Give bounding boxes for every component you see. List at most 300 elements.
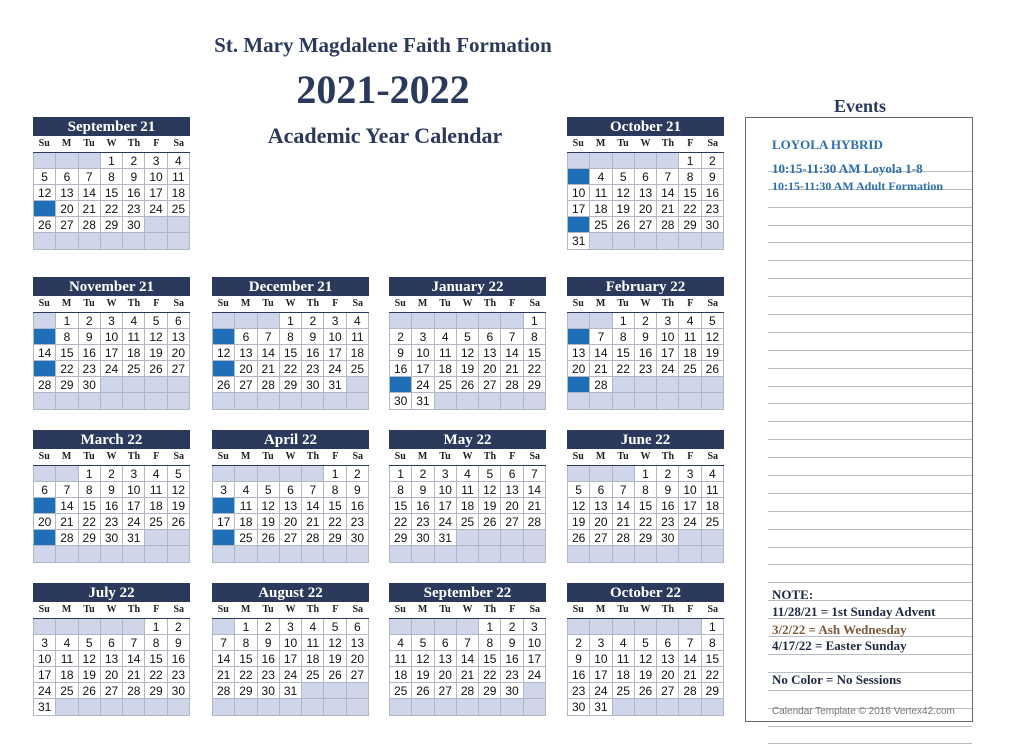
weekday-label: W xyxy=(106,604,117,615)
empty-cell xyxy=(258,313,280,329)
empty-cell xyxy=(347,393,369,409)
day-cell: 5 xyxy=(702,313,724,329)
empty-cell xyxy=(56,466,78,482)
day-cell: 26 xyxy=(702,361,724,377)
day-cell: 10 xyxy=(679,482,701,498)
day-cell: 15 xyxy=(479,651,501,667)
weekday-label: W xyxy=(285,451,296,462)
day-cell: 18 xyxy=(590,201,612,217)
day-cell: 26 xyxy=(79,683,101,699)
weekday-label: F xyxy=(332,604,339,615)
empty-cell xyxy=(457,313,479,329)
empty-cell xyxy=(657,546,679,562)
day-cell: 30 xyxy=(657,530,679,546)
day-cell: 13 xyxy=(479,345,501,361)
weekday-label: Th xyxy=(127,604,141,615)
month-calendar xyxy=(33,583,190,716)
day-cell: 15 xyxy=(145,651,167,667)
day-cell: 10 xyxy=(412,345,434,361)
day-cell: 13 xyxy=(168,329,190,345)
empty-cell xyxy=(213,546,235,562)
weekday-label: Th xyxy=(127,451,141,462)
day-cell: 11 xyxy=(390,651,412,667)
day-cell: 28 xyxy=(258,377,280,393)
empty-cell xyxy=(590,153,612,169)
empty-cell xyxy=(235,699,257,715)
day-grid xyxy=(567,153,724,250)
day-cell: 3 xyxy=(34,635,56,651)
weekday-label: Tu xyxy=(262,451,274,462)
day-cell: 18 xyxy=(302,651,324,667)
day-cell: 31 xyxy=(123,530,145,546)
day-cell: 30 xyxy=(390,393,412,409)
month-title: October 22 xyxy=(567,583,724,602)
empty-cell xyxy=(213,393,235,409)
weekday-label: M xyxy=(595,138,606,149)
empty-cell xyxy=(524,699,546,715)
day-cell: 30 xyxy=(168,683,190,699)
weekday-label: Sa xyxy=(173,298,185,309)
day-cell: 10 xyxy=(280,635,302,651)
day-cell: 14 xyxy=(457,651,479,667)
day-cell: 24 xyxy=(657,361,679,377)
day-cell: 21 xyxy=(457,667,479,683)
day-cell: 30 xyxy=(501,683,523,699)
day-cell: 26 xyxy=(568,530,590,546)
day-cell: 4 xyxy=(123,313,145,329)
day-cell: 6 xyxy=(657,635,679,651)
day-grid xyxy=(389,313,546,410)
empty-cell xyxy=(145,546,167,562)
weekday-label: W xyxy=(106,138,117,149)
empty-cell xyxy=(213,466,235,482)
day-cell: 21 xyxy=(657,201,679,217)
event-rule xyxy=(768,422,972,440)
day-cell: 10 xyxy=(34,651,56,667)
day-cell: 5 xyxy=(412,635,434,651)
weekday-label: W xyxy=(106,451,117,462)
empty-cell xyxy=(501,699,523,715)
day-cell: 18 xyxy=(145,498,167,514)
day-cell: 18 xyxy=(123,345,145,361)
empty-cell xyxy=(390,546,412,562)
day-cell: 12 xyxy=(145,329,167,345)
day-cell: 19 xyxy=(145,345,167,361)
weekday-label: Sa xyxy=(529,298,541,309)
day-cell: 13 xyxy=(590,498,612,514)
day-cell: 5 xyxy=(635,635,657,651)
empty-cell xyxy=(702,699,724,715)
day-cell: 28 xyxy=(56,530,78,546)
day-grid xyxy=(33,153,190,250)
day-cell: 9 xyxy=(168,635,190,651)
day-cell: 27 xyxy=(501,514,523,530)
weekday-label: Sa xyxy=(352,451,364,462)
day-cell: 22 xyxy=(101,201,123,217)
month-title: September 21 xyxy=(33,117,190,136)
day-cell: 9 xyxy=(123,169,145,185)
day-cell: 20 xyxy=(56,201,78,217)
empty-cell xyxy=(435,313,457,329)
day-cell: 25 xyxy=(168,201,190,217)
day-cell: 7 xyxy=(457,635,479,651)
empty-cell xyxy=(435,393,457,409)
day-cell: 2 xyxy=(347,466,369,482)
event-rule xyxy=(768,512,972,530)
day-cell: 22 xyxy=(145,667,167,683)
month-title: October 21 xyxy=(567,117,724,136)
day-cell: 25 xyxy=(145,514,167,530)
day-cell: 30 xyxy=(702,217,724,233)
day-cell: 10 xyxy=(101,329,123,345)
day-cell: 27 xyxy=(235,377,257,393)
day-cell: 2 xyxy=(412,466,434,482)
weekday-label: Th xyxy=(127,138,141,149)
day-cell: 21 xyxy=(56,514,78,530)
day-cell: 15 xyxy=(79,498,101,514)
day-cell: 4 xyxy=(702,466,724,482)
day-cell: 1 xyxy=(524,313,546,329)
weekday-label: Sa xyxy=(529,604,541,615)
day-cell: 24 xyxy=(679,514,701,530)
day-cell: 1 xyxy=(679,153,701,169)
day-cell: 1 xyxy=(324,466,346,482)
empty-cell xyxy=(258,546,280,562)
weekday-label: Th xyxy=(306,451,320,462)
event-rule xyxy=(768,530,972,548)
month-title: December 21 xyxy=(212,277,369,296)
empty-cell xyxy=(145,699,167,715)
empty-cell xyxy=(56,619,78,635)
event-rule xyxy=(768,655,972,673)
day-cell: 12 xyxy=(479,482,501,498)
day-cell: 29 xyxy=(479,683,501,699)
note-label: NOTE: xyxy=(772,587,814,602)
empty-cell xyxy=(657,699,679,715)
empty-cell xyxy=(568,393,590,409)
event-rule xyxy=(768,494,972,512)
empty-cell xyxy=(412,619,434,635)
empty-cell xyxy=(34,466,56,482)
event-rule xyxy=(768,458,972,476)
event-heading: LOYOLA HYBRID xyxy=(772,137,883,152)
weekday-label: F xyxy=(687,604,694,615)
weekday-label: F xyxy=(509,451,516,462)
note-item: 4/17/22 = Easter Sunday xyxy=(772,638,907,653)
empty-cell xyxy=(168,699,190,715)
empty-cell xyxy=(280,466,302,482)
weekday-label: Tu xyxy=(83,298,95,309)
empty-cell xyxy=(568,153,590,169)
day-cell: 23 xyxy=(168,667,190,683)
empty-cell xyxy=(34,313,56,329)
day-cell: 12 xyxy=(79,651,101,667)
weekday-label: W xyxy=(106,298,117,309)
day-cell: 20 xyxy=(235,361,257,377)
day-cell: 11 xyxy=(123,329,145,345)
session-day: 5 xyxy=(213,329,235,345)
empty-cell xyxy=(501,546,523,562)
day-cell: 23 xyxy=(501,667,523,683)
day-cell: 22 xyxy=(702,667,724,683)
day-cell: 19 xyxy=(568,514,590,530)
empty-cell xyxy=(613,466,635,482)
day-cell: 1 xyxy=(390,466,412,482)
day-cell: 22 xyxy=(79,514,101,530)
day-cell: 3 xyxy=(145,153,167,169)
weekday-label: F xyxy=(153,138,160,149)
day-cell: 6 xyxy=(479,329,501,345)
weekday-label: Th xyxy=(661,604,675,615)
day-cell: 12 xyxy=(213,345,235,361)
day-cell: 2 xyxy=(702,153,724,169)
copyright-text: Calendar Template © 2016 Vertex42.com xyxy=(772,706,955,717)
weekday-label: M xyxy=(595,451,606,462)
day-cell: 26 xyxy=(412,683,434,699)
day-cell: 17 xyxy=(145,185,167,201)
day-cell: 20 xyxy=(479,361,501,377)
session-day: 19 xyxy=(34,201,56,217)
session-day: 19 xyxy=(213,361,235,377)
empty-cell xyxy=(258,699,280,715)
weekday-label: Sa xyxy=(352,298,364,309)
empty-cell xyxy=(702,393,724,409)
day-cell: 19 xyxy=(635,667,657,683)
day-cell: 23 xyxy=(702,201,724,217)
day-cell: 17 xyxy=(412,361,434,377)
day-cell: 16 xyxy=(302,345,324,361)
empty-cell xyxy=(56,393,78,409)
day-cell: 27 xyxy=(657,683,679,699)
day-cell: 9 xyxy=(79,329,101,345)
day-cell: 22 xyxy=(235,667,257,683)
weekday-label: F xyxy=(509,298,516,309)
day-cell: 22 xyxy=(613,361,635,377)
event-rule xyxy=(768,351,972,369)
empty-cell xyxy=(435,699,457,715)
weekday-label: Sa xyxy=(707,604,719,615)
empty-cell xyxy=(79,393,101,409)
day-cell: 13 xyxy=(235,345,257,361)
day-cell: 28 xyxy=(457,683,479,699)
day-cell: 5 xyxy=(258,482,280,498)
weekday-label: F xyxy=(332,298,339,309)
note-item: No Color = No Sessions xyxy=(772,672,902,687)
weekday-header xyxy=(212,449,369,466)
day-grid xyxy=(389,619,546,716)
day-cell: 1 xyxy=(479,619,501,635)
session-day: 23 xyxy=(390,377,412,393)
day-cell: 24 xyxy=(280,667,302,683)
weekday-label: Th xyxy=(483,604,497,615)
day-cell: 11 xyxy=(145,482,167,498)
day-cell: 5 xyxy=(34,169,56,185)
day-cell: 14 xyxy=(123,651,145,667)
day-cell: 19 xyxy=(168,498,190,514)
day-cell: 3 xyxy=(123,466,145,482)
day-cell: 8 xyxy=(613,329,635,345)
day-cell: 25 xyxy=(56,683,78,699)
event-rule xyxy=(768,226,972,244)
day-cell: 12 xyxy=(635,651,657,667)
day-cell: 17 xyxy=(213,514,235,530)
day-cell: 17 xyxy=(34,667,56,683)
day-cell: 22 xyxy=(479,667,501,683)
weekday-header xyxy=(389,449,546,466)
day-cell: 14 xyxy=(56,498,78,514)
weekday-label: Su xyxy=(572,604,584,615)
day-cell: 15 xyxy=(56,345,78,361)
empty-cell xyxy=(657,393,679,409)
day-cell: 28 xyxy=(590,377,612,393)
month-calendar xyxy=(389,430,546,563)
day-cell: 9 xyxy=(501,635,523,651)
day-cell: 29 xyxy=(702,683,724,699)
empty-cell xyxy=(235,466,257,482)
day-cell: 26 xyxy=(258,530,280,546)
day-cell: 18 xyxy=(613,667,635,683)
day-cell: 7 xyxy=(213,635,235,651)
day-cell: 7 xyxy=(302,482,324,498)
day-cell: 23 xyxy=(123,201,145,217)
weekday-label: Su xyxy=(394,604,406,615)
day-cell: 23 xyxy=(347,514,369,530)
empty-cell xyxy=(568,313,590,329)
day-grid xyxy=(567,313,724,410)
day-cell: 21 xyxy=(213,667,235,683)
empty-cell xyxy=(302,466,324,482)
event-rule xyxy=(768,333,972,351)
day-cell: 15 xyxy=(524,345,546,361)
day-cell: 24 xyxy=(435,514,457,530)
day-cell: 31 xyxy=(435,530,457,546)
day-cell: 15 xyxy=(390,498,412,514)
weekday-header xyxy=(567,602,724,619)
day-cell: 17 xyxy=(568,201,590,217)
day-cell: 27 xyxy=(635,217,657,233)
day-cell: 9 xyxy=(568,651,590,667)
day-cell: 21 xyxy=(679,667,701,683)
day-cell: 25 xyxy=(702,514,724,530)
weekday-label: W xyxy=(640,604,651,615)
empty-cell xyxy=(168,217,190,233)
day-cell: 20 xyxy=(168,345,190,361)
weekday-header xyxy=(212,602,369,619)
day-cell: 17 xyxy=(280,651,302,667)
day-cell: 12 xyxy=(168,482,190,498)
empty-cell xyxy=(635,377,657,393)
weekday-label: W xyxy=(462,604,473,615)
empty-cell xyxy=(101,377,123,393)
empty-cell xyxy=(702,530,724,546)
day-cell: 29 xyxy=(79,530,101,546)
day-cell: 31 xyxy=(412,393,434,409)
empty-cell xyxy=(590,546,612,562)
weekday-label: Tu xyxy=(83,138,95,149)
empty-cell xyxy=(56,153,78,169)
event-rule xyxy=(768,315,972,333)
weekday-label: W xyxy=(640,298,651,309)
empty-cell xyxy=(302,683,324,699)
day-cell: 11 xyxy=(168,169,190,185)
day-cell: 17 xyxy=(590,667,612,683)
events-title: Events xyxy=(833,96,886,116)
weekday-label: Su xyxy=(38,604,50,615)
day-cell: 3 xyxy=(324,313,346,329)
day-cell: 12 xyxy=(324,635,346,651)
day-cell: 13 xyxy=(56,185,78,201)
day-cell: 18 xyxy=(347,345,369,361)
day-cell: 3 xyxy=(280,619,302,635)
weekday-header xyxy=(33,296,190,313)
weekday-label: Su xyxy=(572,138,584,149)
weekday-label: Sa xyxy=(529,451,541,462)
empty-cell xyxy=(635,546,657,562)
empty-cell xyxy=(702,546,724,562)
weekday-label: W xyxy=(462,451,473,462)
weekday-label: Su xyxy=(217,604,229,615)
day-cell: 28 xyxy=(679,683,701,699)
month-calendar xyxy=(33,430,190,563)
weekday-label: Th xyxy=(306,604,320,615)
day-cell: 13 xyxy=(657,651,679,667)
empty-cell xyxy=(168,546,190,562)
day-cell: 23 xyxy=(635,361,657,377)
day-cell: 14 xyxy=(657,185,679,201)
weekday-label: F xyxy=(687,138,694,149)
weekday-label: Tu xyxy=(617,138,629,149)
month-title: January 22 xyxy=(389,277,546,296)
day-cell: 11 xyxy=(435,345,457,361)
day-cell: 19 xyxy=(258,514,280,530)
empty-cell xyxy=(145,393,167,409)
empty-cell xyxy=(524,530,546,546)
day-cell: 9 xyxy=(347,482,369,498)
weekday-label: Tu xyxy=(262,298,274,309)
session-day: 24 xyxy=(213,530,235,546)
empty-cell xyxy=(347,377,369,393)
day-cell: 2 xyxy=(123,153,145,169)
day-cell: 13 xyxy=(347,635,369,651)
day-cell: 23 xyxy=(657,514,679,530)
day-cell: 23 xyxy=(412,514,434,530)
day-cell: 25 xyxy=(302,667,324,683)
weekday-header xyxy=(389,602,546,619)
day-cell: 18 xyxy=(235,514,257,530)
weekday-label: W xyxy=(640,451,651,462)
empty-cell xyxy=(56,233,78,249)
day-cell: 22 xyxy=(635,514,657,530)
day-cell: 30 xyxy=(123,217,145,233)
day-cell: 15 xyxy=(613,345,635,361)
day-cell: 27 xyxy=(590,530,612,546)
weekday-label: F xyxy=(153,604,160,615)
empty-cell xyxy=(79,699,101,715)
day-cell: 5 xyxy=(479,466,501,482)
day-cell: 2 xyxy=(79,313,101,329)
event-rule xyxy=(768,548,972,566)
day-cell: 18 xyxy=(435,361,457,377)
empty-cell xyxy=(324,683,346,699)
day-cell: 12 xyxy=(258,498,280,514)
empty-cell xyxy=(501,530,523,546)
empty-cell xyxy=(590,393,612,409)
day-cell: 30 xyxy=(258,683,280,699)
empty-cell xyxy=(613,619,635,635)
month-calendar xyxy=(567,277,724,410)
weekday-label: Tu xyxy=(617,298,629,309)
day-grid xyxy=(33,619,190,716)
